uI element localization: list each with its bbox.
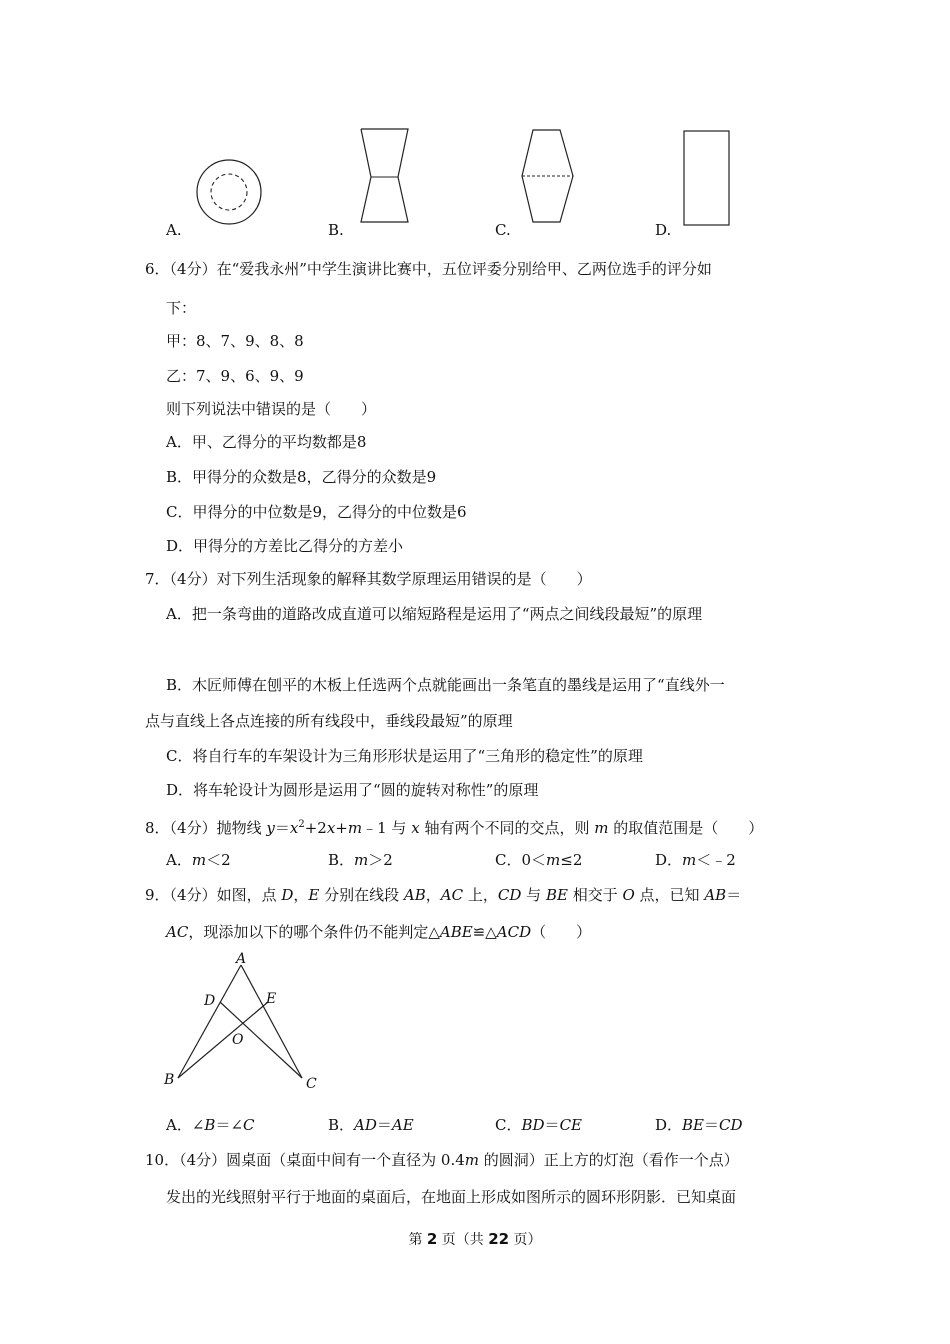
q7-stem: 7．（4分）对下列生活现象的解释其数学原理运用错误的是（ ） <box>145 570 592 588</box>
option-b-figure-hourglass <box>355 125 415 225</box>
q7-option-b: B．木匠师傅在刨平的木板上任选两个点就能画出一条笔直的墨线是运用了“直线外一 <box>166 676 725 694</box>
q9-option-d: D．BE＝CD <box>655 1116 743 1134</box>
page-number: 2 <box>426 1230 438 1248</box>
segment-be <box>178 1002 268 1078</box>
q8-stem: 8．（4分）抛物线 $y=x^2+2x+m﹣1$ 与 x 轴有两个不同的交点，则 m 的取值范围是（ ） <box>145 819 764 837</box>
q6-jia-scores: 甲：8、7、9、8、8 <box>166 332 304 350</box>
q6-yi-scores: 乙：7、9、6、9、9 <box>166 367 304 385</box>
q10-stem-cont: 发出的光线照射平行于地面的桌面后，在地面上形成如图所示的圆环形阴影．已知桌面 <box>166 1188 737 1206</box>
q6-option-b: B．甲得分的众数是8，乙得分的众数是9 <box>166 468 437 486</box>
q6-stem: 6．（4分）在“爱我永州”中学生演讲比赛中，五位评委分别给甲、乙两位选手的评分如 <box>145 260 712 278</box>
label-e: E <box>266 991 277 1007</box>
label-o: O <box>232 1032 244 1048</box>
q6-ask: 则下列说法中错误的是（ ） <box>166 400 377 418</box>
q8-option-b: B．m＞2 <box>328 851 393 869</box>
q9-option-a: A．∠B＝∠C <box>166 1116 255 1134</box>
label-d: D <box>204 993 216 1009</box>
label-b: B <box>164 1072 175 1088</box>
option-a-figure-ring <box>192 155 268 231</box>
q9-stem: 9．（4分）如图，点 D，E 分别在线段 AB，AC 上，CD 与 BE 相交于 O 点，已知 AB＝ <box>145 886 742 904</box>
option-c-label: C. <box>495 221 511 239</box>
q7-option-d: D．将车轮设计为圆形是运用了“圆的旋转对称性”的原理 <box>166 781 539 799</box>
q7-option-b-cont: 点与直线上各点连接的所有线段中，垂线段最短”的原理 <box>145 712 513 730</box>
segment-ac <box>241 965 302 1078</box>
q6-option-a: A．甲、乙得分的平均数都是8 <box>166 433 367 451</box>
q9-triangle-figure <box>160 950 330 1095</box>
option-c-figure-hexagon <box>518 126 578 226</box>
q6-option-c: C．甲得分的中位数是9，乙得分的中位数是6 <box>166 503 467 521</box>
q8-option-c: C．0＜m≤2 <box>495 851 583 869</box>
q10-stem: 10．（4分）圆桌面（桌面中间有一个直径为 0.4m 的圆洞）正上方的灯泡（看作一个点） <box>145 1151 739 1169</box>
page-total: 22 <box>488 1230 510 1248</box>
q8-option-d: D．m＜﹣2 <box>655 851 736 869</box>
option-d-label: D. <box>655 221 672 239</box>
q9-stem-cont: AC，现添加以下的哪个条件仍不能判定△ABE≌△ACD（ ） <box>166 923 592 941</box>
label-c: C <box>306 1076 317 1092</box>
q9-option-c: C．BD＝CE <box>495 1116 582 1134</box>
q8-option-a: A．m＜2 <box>166 851 231 869</box>
option-a-label: A. <box>166 221 182 239</box>
q6-option-d: D．甲得分的方差比乙得分的方差小 <box>166 537 404 555</box>
q9-option-b: B．AD＝AE <box>328 1116 414 1134</box>
q7-option-c: C．将自行车的车架设计为三角形形状是运用了“三角形的稳定性”的原理 <box>166 747 643 765</box>
page-footer: 第 2 页（共 22 页） <box>408 1230 542 1248</box>
option-b-label: B. <box>328 221 344 239</box>
option-d-figure-rectangle <box>681 128 733 228</box>
label-a: A <box>236 951 247 967</box>
q7-option-a: A．把一条弯曲的道路改成直道可以缩短路程是运用了“两点之间线段最短”的原理 <box>166 605 703 623</box>
q6-stem-cont: 下： <box>166 299 197 317</box>
segment-ab <box>178 965 241 1078</box>
